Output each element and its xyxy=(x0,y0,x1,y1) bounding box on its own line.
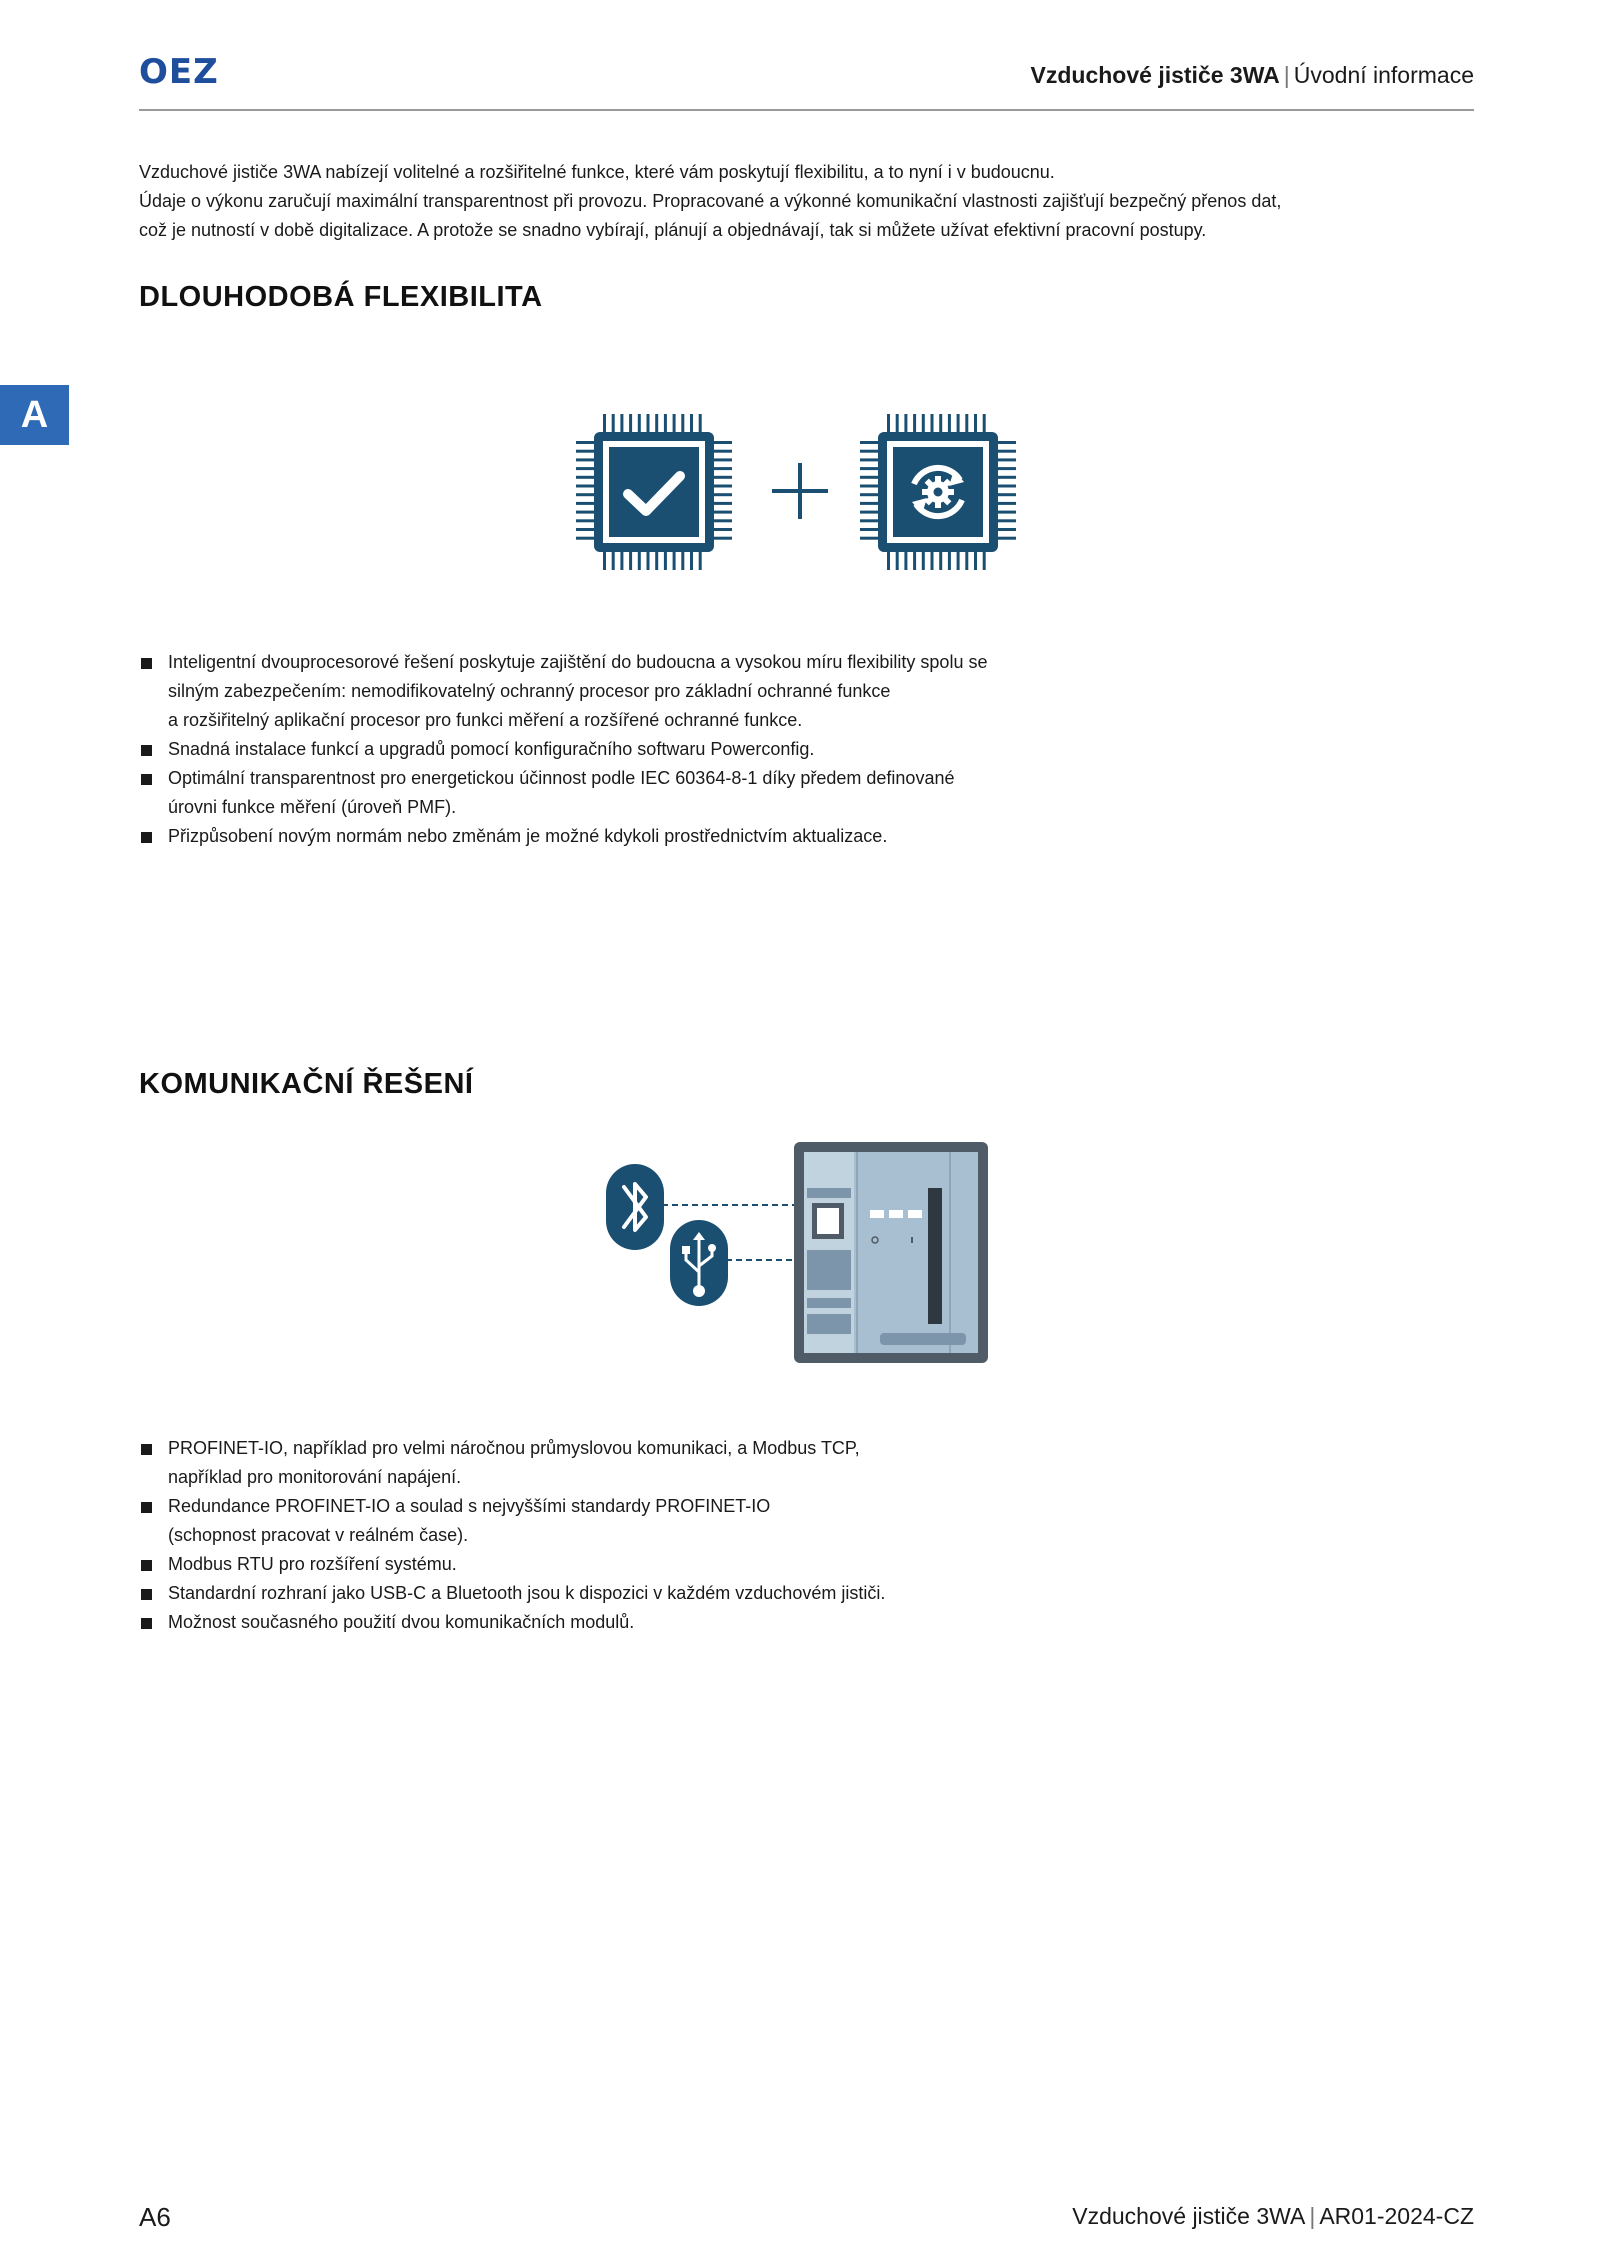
bullet-item xyxy=(139,1579,1039,1608)
header-separator: | xyxy=(1283,62,1290,88)
processor-update-icon xyxy=(860,414,1016,570)
bullet-item xyxy=(139,1434,1039,1492)
bullet-item xyxy=(139,1608,1039,1637)
bullet-line: Standardní rozhraní jako USB-C a Bluetooth jsou k dispozici v každém vzduchovém jističi. xyxy=(168,1583,886,1603)
bullet-item xyxy=(139,735,1039,764)
page-number: A6 xyxy=(139,2202,171,2232)
section-heading-communication: KOMUNIKAČNÍ ŘEŠENÍ xyxy=(139,1068,474,1100)
oez-logo: OEZ xyxy=(139,52,219,92)
header-title xyxy=(1031,62,1474,89)
intro-line: Údaje o výkonu zaručují maximální transparentnost při provozu. Propracované a výkonné komunikační vlastnosti zajišťují bezpečný přenos dat, xyxy=(139,191,1282,211)
section-heading-flexibility: DLOUHODOBÁ FLEXIBILITA xyxy=(139,281,543,313)
chapter-tab: A xyxy=(0,385,69,445)
intro-line: Vzduchové jističe 3WA nabízejí volitelné a rozšiřitelné funkce, které vám poskytují flexibilitu, a to nyní i v budoucnu. xyxy=(139,162,1055,182)
processor-check-icon xyxy=(576,414,732,570)
air-circuit-breaker-illustration xyxy=(794,1142,988,1363)
bullet-line: Redundance PROFINET-IO a soulad s nejvyššími standardy PROFINET-IO xyxy=(168,1496,771,1516)
usb-icon xyxy=(670,1220,728,1306)
footer-document-id xyxy=(1072,2203,1474,2230)
bullet-line: Možnost současného použití dvou komunikačních modulů. xyxy=(168,1612,635,1632)
header-title-section: Úvodní informace xyxy=(1293,62,1474,88)
bullet-line: (schopnost pracovat v reálném čase). xyxy=(168,1525,469,1545)
bullet-line: Snadná instalace funkcí a upgradů pomocí konfiguračního softwaru Powerconfig. xyxy=(168,739,815,759)
bullet-line: a rozšiřitelný aplikační procesor pro funkci měření a rozšířené ochranné funkce. xyxy=(168,710,803,730)
bullet-item xyxy=(139,1550,1039,1579)
bullet-item xyxy=(139,1492,1039,1550)
bullet-line: například pro monitorování napájení. xyxy=(168,1467,462,1487)
bullet-line: PROFINET-IO, například pro velmi náročnou průmyslovou komunikaci, a Modbus TCP, xyxy=(168,1438,860,1458)
bullet-line: úrovni funkce měření (úroveň PMF). xyxy=(168,797,457,817)
dual-processor-illustration xyxy=(572,410,1022,574)
bullet-item xyxy=(139,648,1039,735)
bullet-item xyxy=(139,764,1039,822)
flexibility-bullet-list xyxy=(139,648,1039,851)
bullet-line: Optimální transparentnost pro energetickou účinnost podle IEC 60364-8-1 díky předem definované xyxy=(168,768,955,788)
intro-line: což je nutností v době digitalizace. A protože se snadno vybírají, plánují a objednávají, tak si můžete užívat efektivní pracovní postupy. xyxy=(139,220,1207,240)
footer-doc-title: Vzduchové jističe 3WA xyxy=(1072,2203,1306,2229)
bullet-line: Přizpůsobení novým normám nebo změnám je možné kdykoli prostřednictvím aktualizace. xyxy=(168,826,888,846)
communication-illustration xyxy=(604,1140,994,1365)
intro-paragraph xyxy=(139,158,1282,245)
footer-doc-code: AR01-2024-CZ xyxy=(1319,2203,1474,2229)
bullet-line: Modbus RTU pro rozšíření systému. xyxy=(168,1554,457,1574)
header-rule xyxy=(139,109,1474,111)
plus-icon xyxy=(772,463,828,519)
bullet-line: Inteligentní dvouprocesorové řešení poskytuje zajištění do budoucna a vysokou míru flexibility spolu se xyxy=(168,652,988,672)
header-title-product: Vzduchové jističe 3WA xyxy=(1030,62,1280,88)
footer-separator: | xyxy=(1309,2203,1316,2229)
communication-bullet-list xyxy=(139,1434,1039,1637)
bullet-item xyxy=(139,822,1039,851)
bluetooth-icon xyxy=(606,1164,664,1250)
bullet-line: silným zabezpečením: nemodifikovatelný ochranný procesor pro základní ochranné funkce xyxy=(168,681,891,701)
